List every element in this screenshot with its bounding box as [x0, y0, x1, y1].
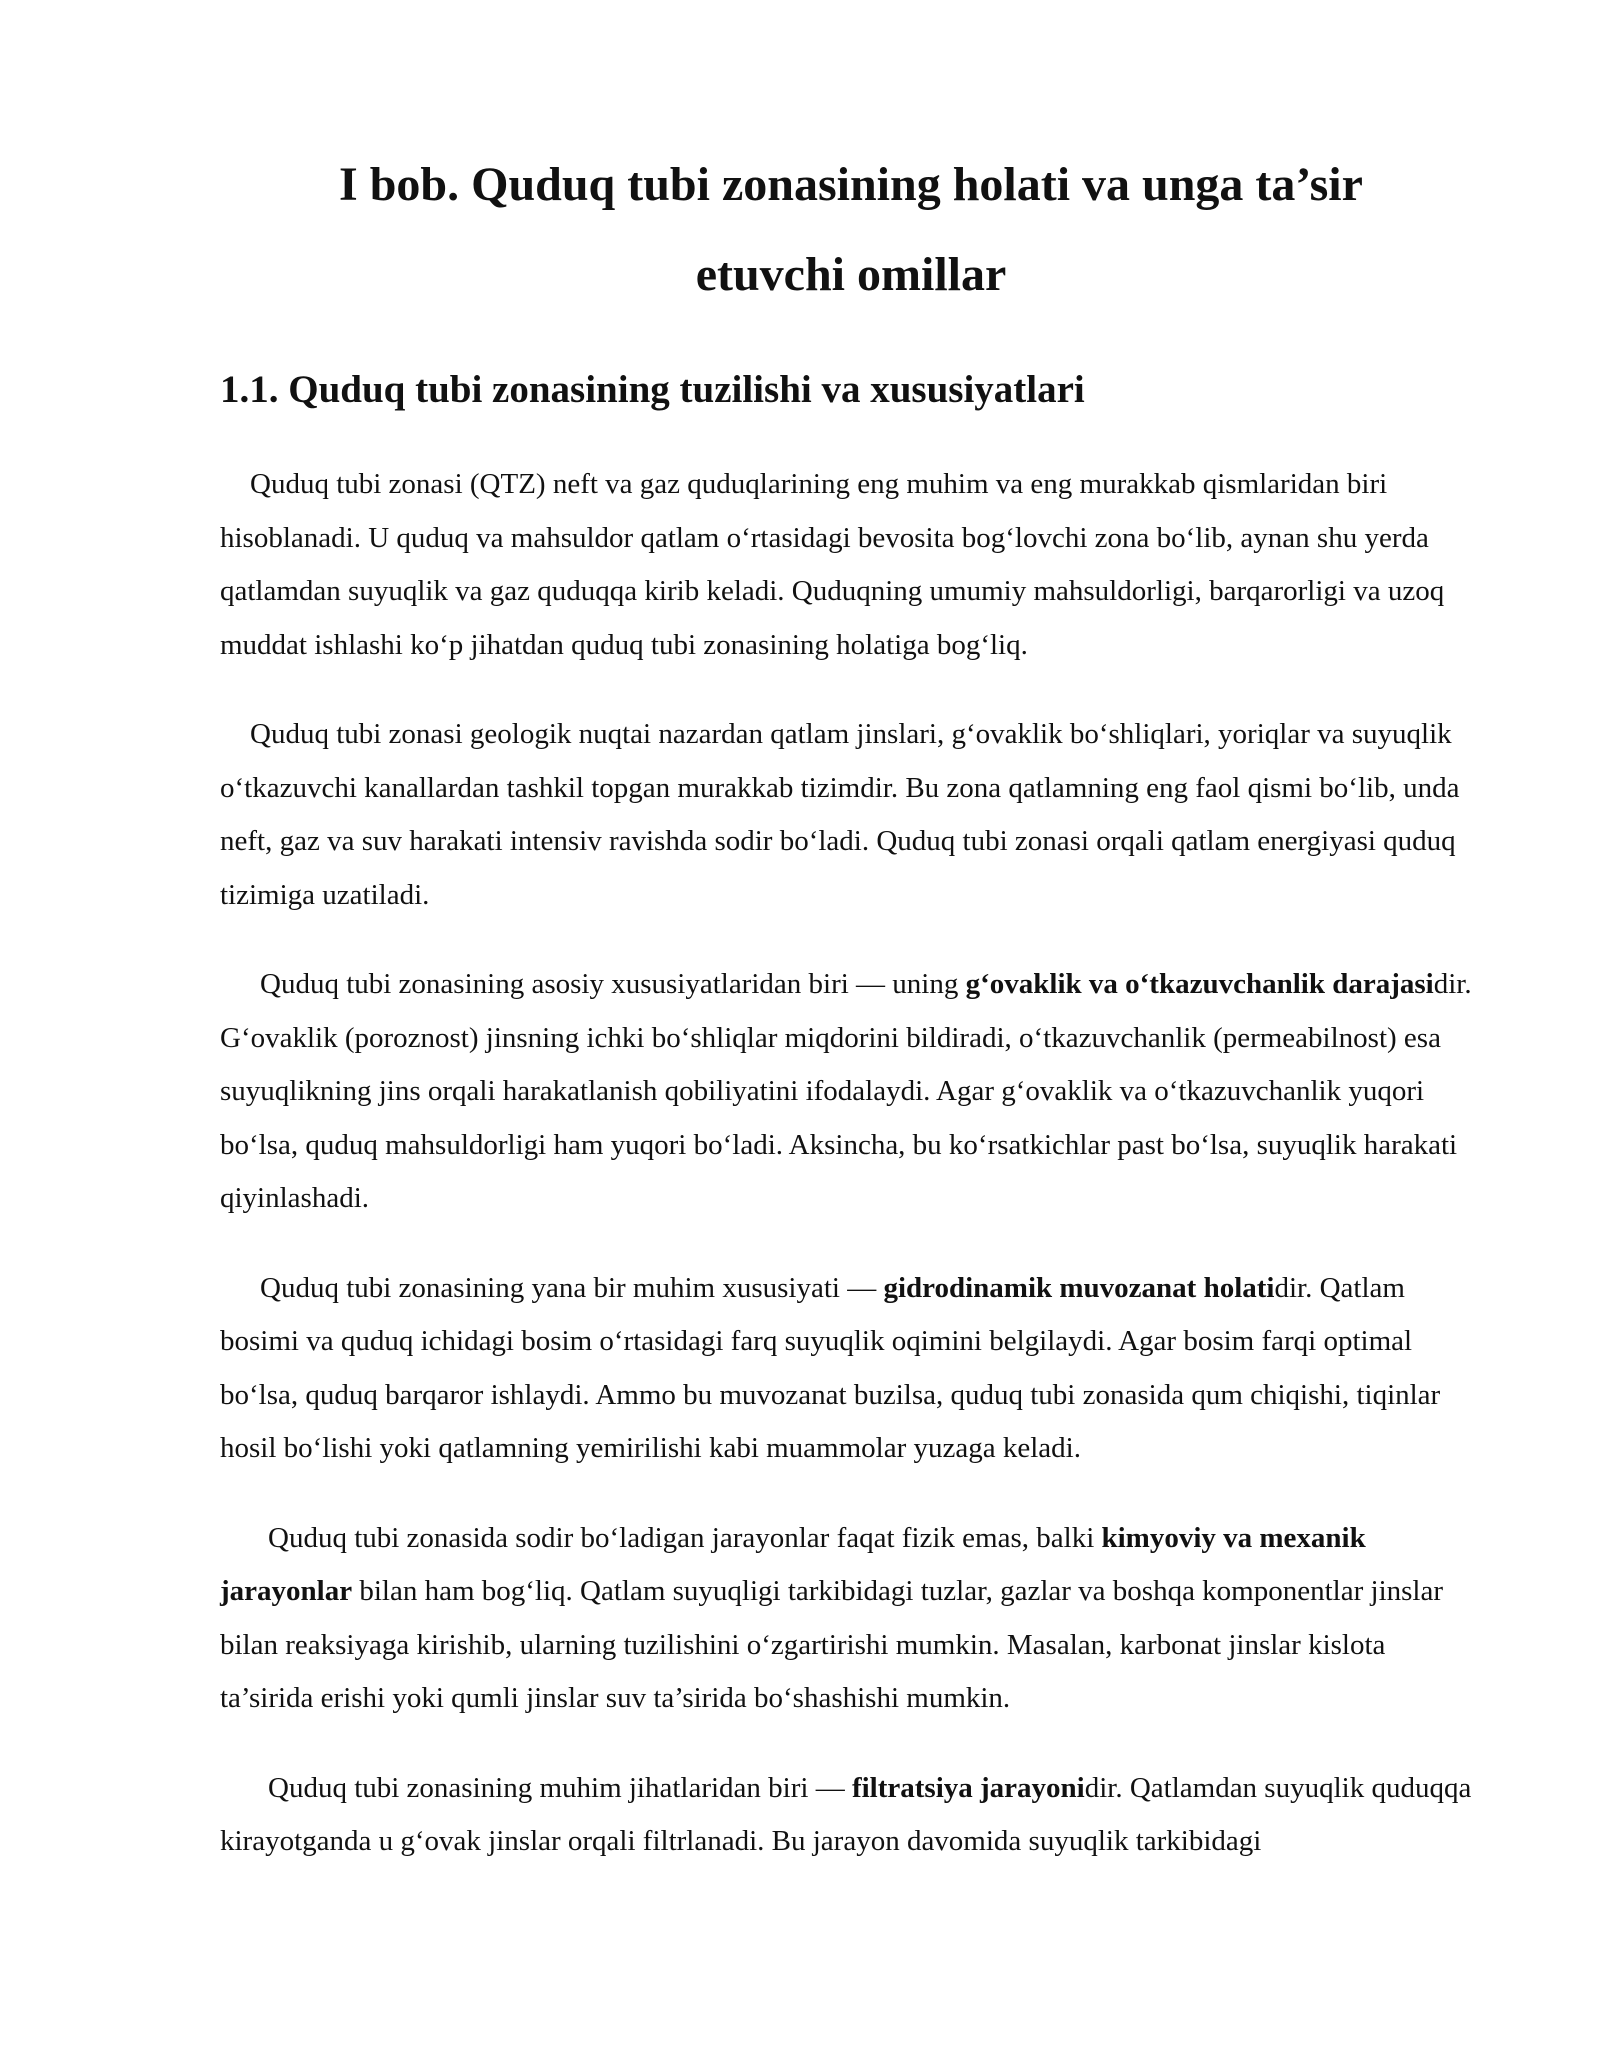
paragraph-text: Quduq tubi zonasida sodir boʻladigan jarayonlar faqat fizik emas, balki — [268, 1521, 1102, 1554]
chapter-title-line-1: I bob. Quduq tubi zonasining holati va unga ta’sir — [339, 158, 1363, 211]
bold-term: kimyoviy va mexanik jarayonlar — [220, 1521, 1366, 1607]
paragraph-text: Quduq tubi zonasining asosiy xususiyatlaridan biri — uning — [260, 968, 966, 1000]
paragraph-text: dir. Gʻovaklik (poroznost) jinsning ichki boʻshliqlar miqdorini bildiradi, oʻtkazuvchanlik (permeabilnost) esa suyuqlikning jins orqali harakatlanish qobiliyatini ifodalaydi. Agar gʻovaklik va oʻtkazuvchanlik yuqori boʻlsa, quduq mahsuldorligi ham yuqori boʻladi. Aksincha, bu koʻrsatkichlar past boʻlsa, suyuqlik harakati qiyinlashadi. — [220, 968, 1472, 1214]
paragraph-text: Quduq tubi zonasining muhim jihatlaridan biri — — [268, 1771, 852, 1804]
bold-term: gʻovaklik va oʻtkazuvchanlik darajasi — [965, 968, 1434, 1000]
paragraph-hydrodynamic-balance — [220, 1262, 1482, 1476]
bold-term: filtratsiya jarayoni — [851, 1771, 1085, 1804]
paragraph-text: bilan ham bogʻliq. Qatlam suyuqligi tarkibidagi tuzlar, gazlar va boshqa komponentlar jinslar bilan reaksiyaga kirishib, ularning tuzilishini oʻzgartirishi mumkin. Masalan, karbonat jinslar kislota ta’sirida erishi yoki qumli jinslar suv ta’sirida boʻshashishi mumkin. — [220, 1575, 1443, 1714]
paragraph-text: dir. Qatlam bosimi va quduq ichidagi bosim oʻrtasidagi farq suyuqlik oqimini belgilaydi. Agar bosim farqi optimal boʻlsa, quduq barqaror ishlaydi. Ammo bu muvozanat buzilsa, quduq tubi zonasida qum chiqishi, tiqinlar hosil boʻlishi yoki qatlamning yemirilishi kabi muammolar yuzaga keladi. — [220, 1271, 1441, 1464]
paragraph-filtration — [220, 1762, 1482, 1869]
chapter-title — [220, 140, 1482, 320]
bold-term: gidrodinamik muvozanat holati — [883, 1271, 1275, 1304]
section-title: 1.1. Quduq tubi zonasining tuzilishi va xususiyatlari — [220, 368, 1085, 411]
paragraph-qtz-definition: Quduq tubi zonasi (QTZ) neft va gaz quduqlarining eng muhim va eng murakkab qismlaridan biri hisoblanadi. U quduq va mahsuldor qatlam oʻrtasidagi bevosita bogʻlovchi zona boʻlib, aynan shu yerda qatlamdan suyuqlik va gaz quduqqa kirib keladi. Quduqning umumiy mahsuldorligi, barqarorligi va uzoq muddat ishlashi koʻp jihatdan quduq tubi zonasining holatiga bogʻliq. — [220, 468, 1445, 661]
chapter-title-line-2: etuvchi omillar — [695, 248, 1007, 301]
document-page — [220, 0, 1482, 1869]
paragraph-porosity-permeability — [220, 958, 1482, 1226]
paragraph-chemical-mechanical — [220, 1512, 1482, 1726]
paragraph-text: dir. Qatlamdan suyuqlik quduqqa kirayotganda u gʻovak jinslar orqali filtrlanadi. Bu jarayon davomida suyuqlik tarkibidagi — [220, 1771, 1472, 1857]
paragraph-geological-view: Quduq tubi zonasi geologik nuqtai nazardan qatlam jinslari, gʻovaklik boʻshliqlari, yoriqlar va suyuqlik oʻtkazuvchi kanallardan tashkil topgan murakkab tizimdir. Bu zona qatlamning eng faol qismi boʻlib, unda neft, gaz va suv harakati intensiv ravishda sodir boʻladi. Quduq tubi zonasi orqali qatlam energiyasi quduq tizimiga uzatiladi. — [220, 718, 1460, 911]
paragraph-text: Quduq tubi zonasining yana bir muhim xususiyati — — [260, 1271, 884, 1304]
